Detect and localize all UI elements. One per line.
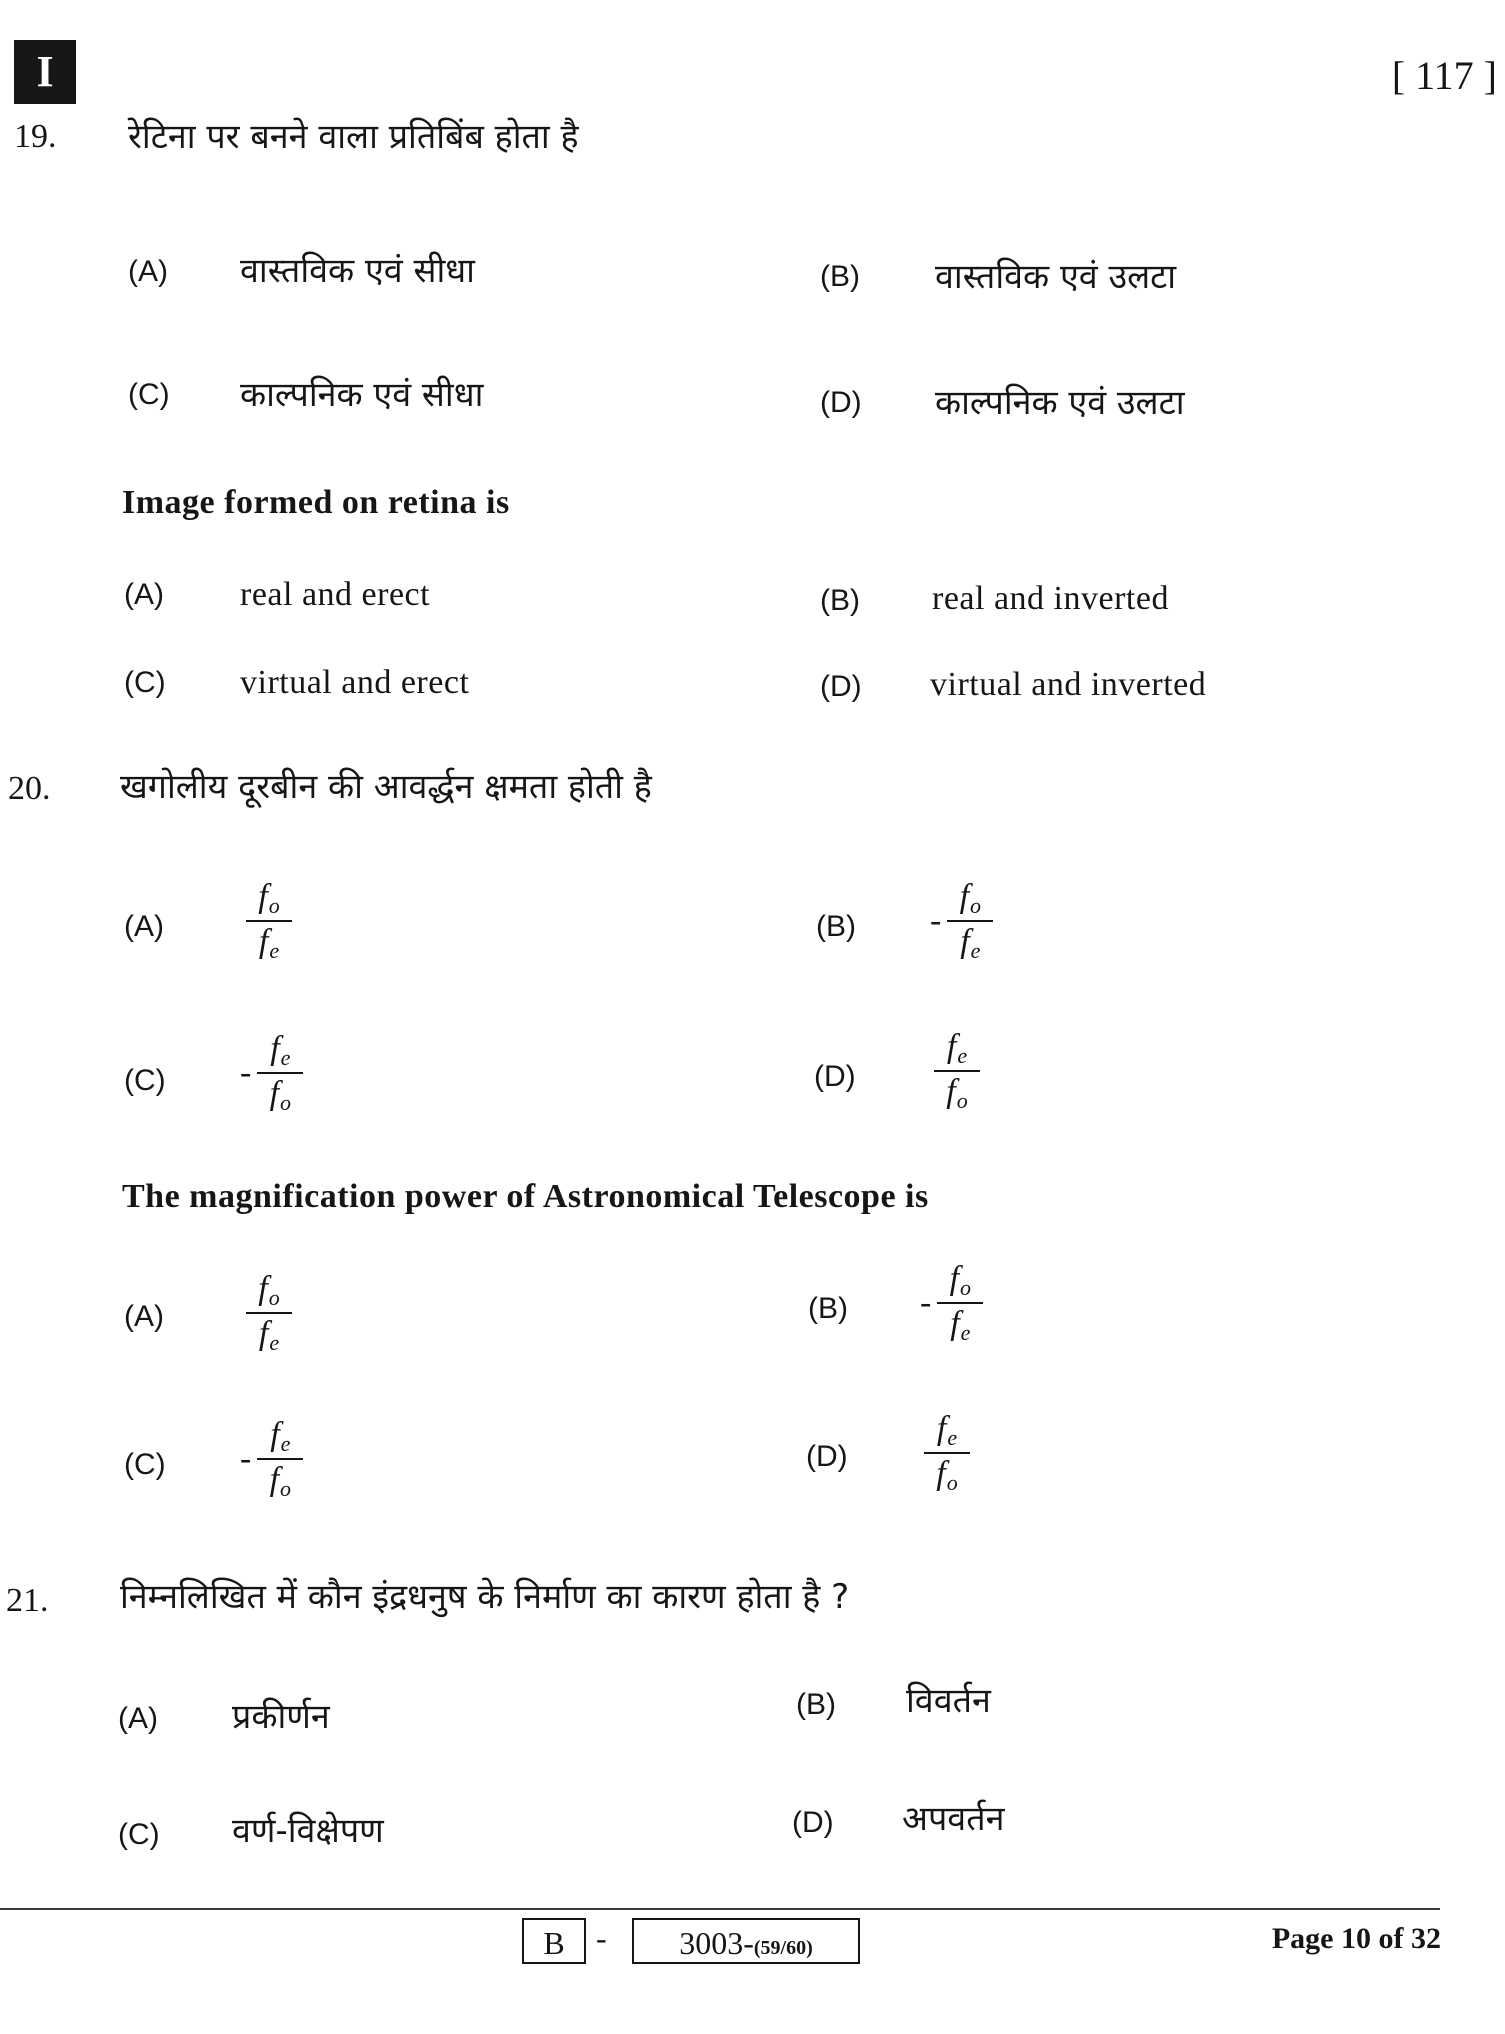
q20-en-option-a-label: (A) [124,1300,164,1333]
q20-hi-option-c-sign: - [240,1054,252,1091]
q20-en-option-b [920,1262,983,1344]
paper-code: 3003- [679,1925,754,1961]
q19-en-option-d: virtual and inverted [930,666,1207,703]
fraction: $\frac{f_o}{f_e}$ [246,880,292,962]
fraction: $\frac{f_o}{f_e}$ [947,880,993,962]
q20-en-option-c-sign: - [240,1440,252,1477]
q19-hi-option-d: काल्पनिक एवं उलटा [935,383,1185,423]
fraction: $\frac{f_e}{f_o}$ [934,1030,980,1112]
q19-hi-option-a: वास्तविक एवं सीधा [240,251,475,291]
fraction: $\frac{f_o}{f_e}$ [246,1272,292,1354]
question-21-hindi: निम्नलिखित में कौन इंद्रधनुष के निर्माण का कारण होता है ? [120,1577,850,1617]
footer-dash: - [596,1920,607,1956]
q21-option-a: प्रकीर्णन [232,1697,330,1737]
q20-en-option-b-label: (B) [808,1292,848,1325]
q20-hi-option-c [240,1032,303,1114]
question-20-hindi: खगोलीय दूरबीन की आवर्द्धन क्षमता होती है [120,767,652,807]
q20-hi-option-c-label: (C) [124,1064,166,1097]
q21-option-b-label: (B) [796,1688,836,1721]
q21-option-d: अपवर्तन [902,1799,1005,1839]
page-indicator: Page 10 of 32 [1271,1922,1441,1955]
q19-hi-option-a-label: (A) [128,255,168,288]
series-code-box: B [522,1918,586,1964]
q19-hi-option-b-label: (B) [820,260,860,293]
q20-en-option-b-sign: - [920,1284,932,1321]
q21-option-d-label: (D) [792,1806,834,1839]
question-19-english: Image formed on retina is [122,484,510,521]
q21-option-c-label: (C) [118,1818,160,1851]
fraction: $\frac{f_e}{f_o}$ [257,1418,303,1500]
q19-hi-option-c-label: (C) [128,378,170,411]
q20-en-option-c-label: (C) [124,1448,166,1481]
q21-option-c: वर्ण-विक्षेपण [232,1811,384,1851]
q19-en-option-c: virtual and erect [240,664,470,701]
q20-hi-option-d [928,1030,980,1112]
q20-hi-option-a-label: (A) [124,910,164,943]
q19-hi-option-b: वास्तविक एवं उलटा [935,257,1177,297]
q19-hi-option-c: काल्पनिक एवं सीधा [240,375,484,415]
q20-hi-option-a [240,880,292,962]
section-marker: I [14,40,76,104]
page-number: [ 117 ] [1391,53,1497,98]
q20-en-option-d-label: (D) [806,1440,848,1473]
footer-divider [0,1908,1440,1910]
q21-option-a-label: (A) [118,1702,158,1735]
q19-en-option-a-label: (A) [124,578,164,611]
q20-en-option-d [918,1412,970,1494]
question-20-number: 20. [8,770,51,807]
q19-en-option-b-label: (B) [820,584,860,617]
paper-code-suffix: (59/60) [753,1937,813,1959]
q19-en-option-b: real and inverted [932,580,1169,617]
question-21-number: 21. [6,1582,49,1619]
q20-hi-option-d-label: (D) [814,1060,856,1093]
q19-hi-option-d-label: (D) [820,386,862,419]
question-20-english: The magnification power of Astronomical Telescope is [122,1178,929,1215]
q19-en-option-d-label: (D) [820,670,862,703]
paper-code-box [632,1918,860,1964]
q20-hi-option-b-sign: - [930,902,942,939]
fraction: $\frac{f_e}{f_o}$ [257,1032,303,1114]
q21-option-b: विवर्तन [906,1681,991,1721]
fraction: $\frac{f_o}{f_e}$ [937,1262,983,1344]
q19-en-option-a: real and erect [240,576,431,613]
q20-en-option-a [240,1272,292,1354]
fraction: $\frac{f_e}{f_o}$ [924,1412,970,1494]
q19-en-option-c-label: (C) [124,666,166,699]
q20-hi-option-b-label: (B) [816,910,856,943]
question-19-hindi: रेटिना पर बनने वाला प्रतिबिंब होता है [128,117,579,157]
q20-hi-option-b [930,880,993,962]
q20-en-option-c [240,1418,303,1500]
question-19-number: 19. [14,118,57,155]
